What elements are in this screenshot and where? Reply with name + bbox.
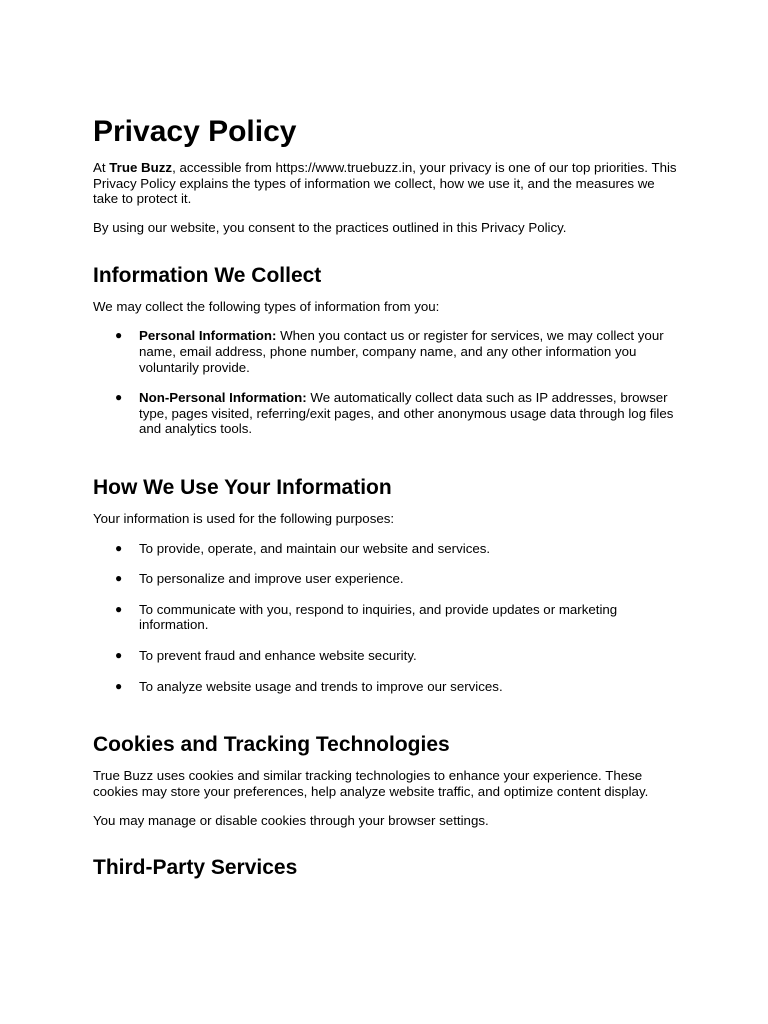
list-item-text: When you contact us or register for services, we may collect your name, email address, phone number, company name, and any other information you voluntarily provide. [139,328,664,375]
list-item-text: To prevent fraud and enhance website security. [139,648,417,663]
list-item-text: To analyze website usage and trends to improve our services. [139,678,503,694]
list-item [93,390,683,437]
section-heading-collect: Information We Collect [93,263,322,287]
bullet-icon: ● [115,678,123,693]
document-page [93,114,683,891]
list-item [93,571,683,587]
list-item-label: Personal Information: [139,328,277,344]
use-list [93,541,683,695]
bullet-icon: ● [115,540,123,555]
cookies-paragraph: True Buzz uses cookies and similar tracking technologies to enhance your experience. These cookies may store your preferences, help analyze website traffic, and optimize content display. [93,768,649,799]
list-item [93,679,683,695]
collect-lead: We may collect the following types of information from you: [93,298,440,314]
intro-paragraph [93,160,683,207]
bullet-icon: ● [115,601,123,616]
use-lead: Your information is used for the following purposes: [93,511,395,527]
list-item-label: Non-Personal Information: [139,390,307,406]
list-item-text: To personalize and improve user experience. [139,571,404,587]
list-item [93,328,683,375]
list-item-text: We automatically collect data such as IP addresses, browser type, pages visited, referring/exit pages, and other anonymous usage data through log files and analytics tools. [139,390,674,437]
section-heading-use: How We Use Your Information [93,476,392,500]
page-title: Privacy Policy [93,115,297,148]
bullet-icon: ● [115,571,123,586]
list-item [93,541,683,557]
section-heading-third-party: Third-Party Services [93,856,298,880]
brand-name: True Buzz [109,160,173,175]
bullet-icon: ● [115,648,123,662]
section-heading-cookies: Cookies and Tracking Technologies [93,733,450,757]
list-item-text: To provide, operate, and maintain our website and services. [139,540,491,556]
collect-list [93,328,683,437]
intro-suffix: , accessible from https://www.truebuzz.in, your privacy is one of our top priorities. This Privacy Policy explains the types of information we collect, how we use it, and the measures we take to protect it. [93,160,677,207]
consent-paragraph: By using our website, you consent to the practices outlined in this Privacy Policy. [93,220,567,236]
intro-prefix: At [93,160,110,175]
list-item [93,602,683,633]
cookies-manage-paragraph: You may manage or disable cookies through your browser settings. [93,812,489,828]
list-item-text: To communicate with you, respond to inquiries, and provide updates or marketing information. [139,601,618,633]
list-item [93,648,683,664]
bullet-icon: ● [115,390,123,405]
bullet-icon: ● [115,328,123,343]
